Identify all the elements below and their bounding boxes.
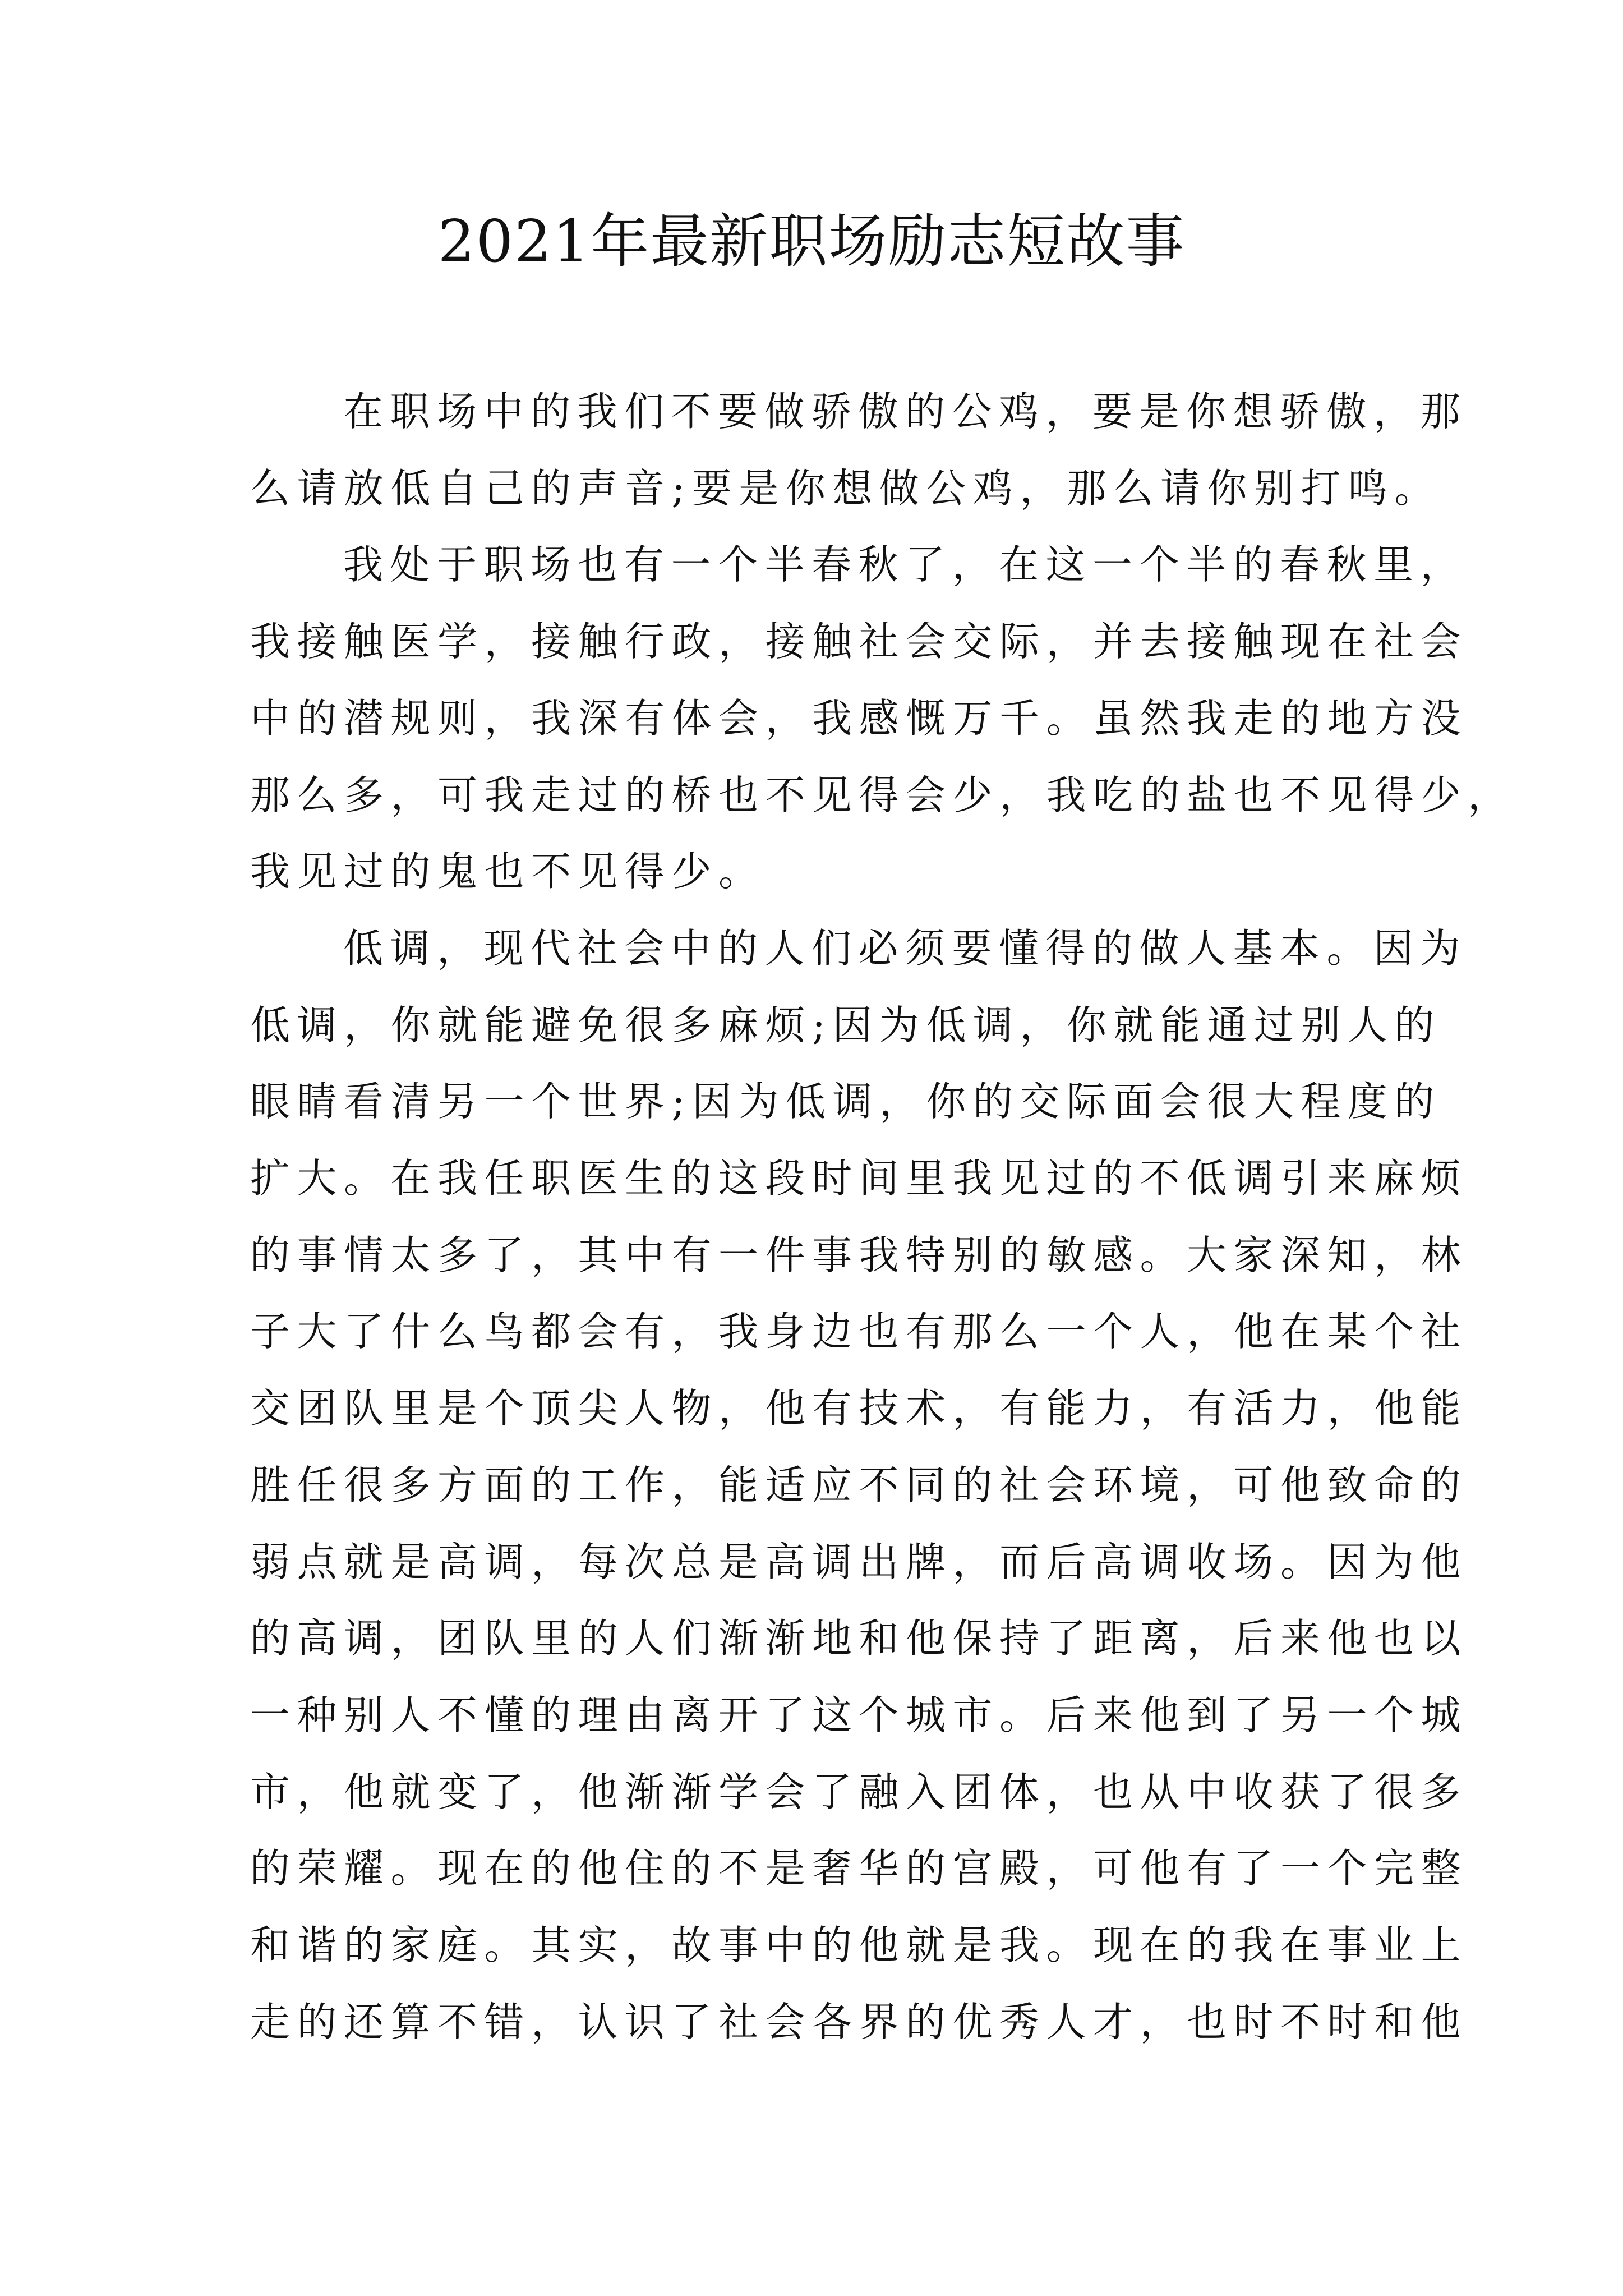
text-line: 扩大。在我任职医生的这段时间里我见过的不低调引来麻烦 bbox=[250, 1155, 1468, 1202]
text-line: 眼睛看清另一个世界;因为低调，你的交际面会很大程度的 bbox=[250, 1078, 1441, 1125]
text-line: 市，他就变了，他渐渐学会了融入团体，也从中收获了很多 bbox=[250, 1768, 1468, 1815]
text-line: 么请放低自己的声音;要是你想做公鸡，那么请你别打鸣。 bbox=[250, 464, 1441, 512]
paragraph-1 bbox=[250, 374, 1468, 527]
text-line: 的高调，团队里的人们渐渐地和他保持了距离，后来他也以 bbox=[250, 1615, 1468, 1662]
text-line: 交团队里是个顶尖人物，他有技术，有能力，有活力，他能 bbox=[250, 1385, 1468, 1432]
text-line: 的事情太多了，其中有一件事我特别的敏感。大家深知，林 bbox=[250, 1231, 1468, 1278]
text-line: 我接触医学，接触行政，接触社会交际，并去接触现在社会 bbox=[250, 618, 1468, 665]
document-title: 2021年最新职场励志短故事 bbox=[437, 207, 1186, 275]
text-line: 的荣耀。现在的他住的不是奢华的宫殿，可他有了一个完整 bbox=[250, 1845, 1468, 1892]
paragraph-2 bbox=[250, 527, 1515, 910]
text-line: 低调，现代社会中的人们必须要懂得的做人基本。因为 bbox=[343, 924, 1468, 972]
text-line: 中的潜规则，我深有体会，我感慨万千。虽然我走的地方没 bbox=[250, 694, 1468, 742]
text-line: 子大了什么鸟都会有，我身边也有那么一个人，他在某个社 bbox=[250, 1308, 1468, 1355]
text-line: 胜任很多方面的工作，能适应不同的社会环境，可他致命的 bbox=[250, 1461, 1468, 1508]
paragraph-3 bbox=[250, 910, 1468, 2061]
text-line: 在职场中的我们不要做骄傲的公鸡，要是你想骄傲，那 bbox=[343, 388, 1468, 435]
text-line: 弱点就是高调，每次总是高调出牌，而后高调收场。因为他 bbox=[250, 1538, 1468, 1585]
text-line: 我处于职场也有一个半春秋了，在这一个半的春秋里， bbox=[343, 541, 1468, 588]
text-line: 那么多，可我走过的桥也不见得会少，我吃的盐也不见得少， bbox=[250, 771, 1515, 818]
text-line: 我见过的鬼也不见得少。 bbox=[250, 848, 766, 895]
text-line: 低调，你就能避免很多麻烦;因为低调，你就能通过别人的 bbox=[250, 1001, 1441, 1048]
text-line: 走的还算不错，认识了社会各界的优秀人才，也时不时和他 bbox=[250, 1998, 1468, 2045]
document-body bbox=[250, 374, 1515, 2060]
text-line: 一种别人不懂的理由离开了这个城市。后来他到了另一个城 bbox=[250, 1691, 1468, 1738]
text-line: 和谐的家庭。其实，故事中的他就是我。现在的我在事业上 bbox=[250, 1922, 1468, 1969]
